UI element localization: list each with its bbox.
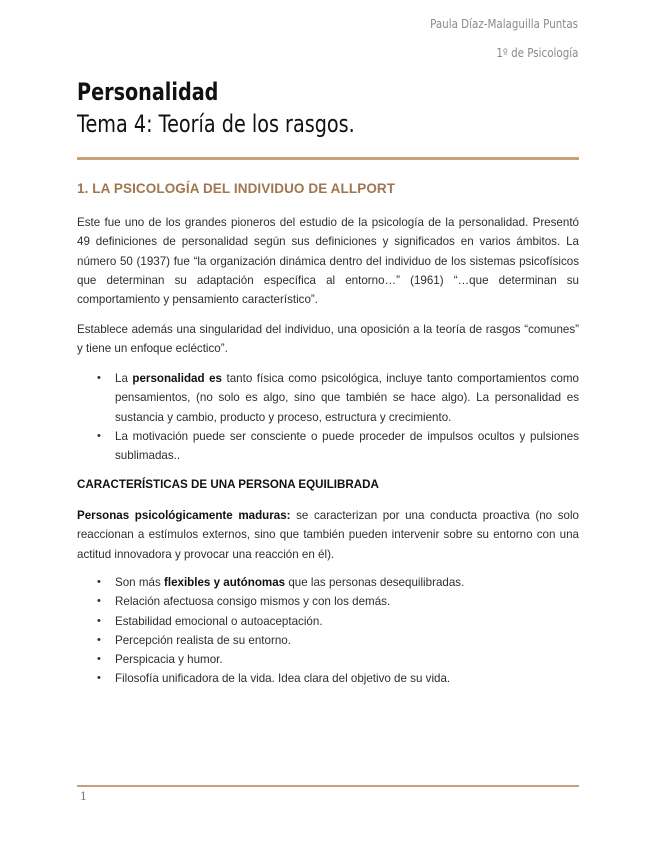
list-item-text: tanto física como psicológica, incluye tanto comportamientos como pensamientos, (no solo es algo, sino que también se hace algo). La personalidad es sustancia y cambio, producto y proceso, estructura y crecimiento. [115,372,579,424]
list-item-text: Relación afectuosa consigo mismos y con los demás. [115,595,391,609]
list-item [77,669,579,688]
title-divider [77,157,579,160]
bullet-icon: • [97,672,101,685]
bullet-icon: • [97,633,101,646]
paragraph: Este fue uno de los grandes pioneros del estudio de la psicología de la personalidad. Presentó 49 definiciones de personalidad según sus definiciones y significados en varios ámbitos. La número 50 (1937) fue “la organización dinámica dentro del individuo de los sistemas psicofísicos que determinan su adaptación específica al entorno…” (1961) “…que determinan su comportamiento y pensamiento característico”. [77,216,579,307]
header-course: 1º de Psicología [495,46,578,60]
bullet-list [77,573,579,689]
list-item-bold: flexibles y autónomas [163,576,286,589]
footer-divider [77,785,579,787]
list-item-text: Percepción realista de su entorno. [115,633,291,647]
bullet-icon: • [97,595,101,608]
list-item-text: La [115,372,133,385]
paragraph-text: se caracterizan por una conducta proactiva (no solo reaccionan a estímulos externos, sino que también pueden intervenir sobre su entorno con una actitud innovadora y provocar una reacción en él). [77,509,579,561]
list-item-text: que las personas desequilibradas. [285,576,465,589]
list-item-bold: personalidad es [132,372,222,385]
list-item [77,592,579,611]
bullet-icon: • [97,614,101,627]
subsection-heading: CARACTERÍSTICAS DE UNA PERSONA EQUILIBRADA [77,478,379,491]
paragraph-bold: Personas psicológicamente maduras: [77,509,291,522]
document-title: Personalidad [77,78,219,106]
bullet-icon: • [97,429,101,442]
list-item [77,631,579,650]
list-item [77,369,579,427]
paragraph: Establece además una singularidad del individuo, una oposición a la teoría de rasgos “comunes” y tiene un enfoque ecléctico”. [77,323,579,356]
list-item-text: Estabilidad emocional o autoaceptación. [115,614,323,628]
document-subtitle: Tema 4: Teoría de los rasgos. [77,110,355,138]
list-item [77,650,579,669]
list-item-text: La motivación puede ser consciente o puede proceder de impulsos ocultos y pulsiones sublimadas.. [115,429,579,463]
list-item-text: Filosofía unificadora de la vida. Idea clara del objetivo de su vida. [115,672,451,686]
bullet-icon: • [97,576,101,588]
bullet-icon: • [97,653,101,666]
list-item [77,427,579,466]
list-item [77,612,579,631]
list-item-text: Perspicacia y humor. [115,653,223,667]
list-item [77,573,579,592]
bullet-list [77,369,579,465]
bullet-icon: • [97,372,101,384]
header-author: Paula Díaz-Malaguilla Puntas [430,17,578,31]
paragraph [77,506,579,564]
page-number: 1 [80,790,87,803]
list-item-text: Son más [115,576,164,589]
section-heading: 1. LA PSICOLOGÍA DEL INDIVIDUO DE ALLPORT [77,181,396,196]
